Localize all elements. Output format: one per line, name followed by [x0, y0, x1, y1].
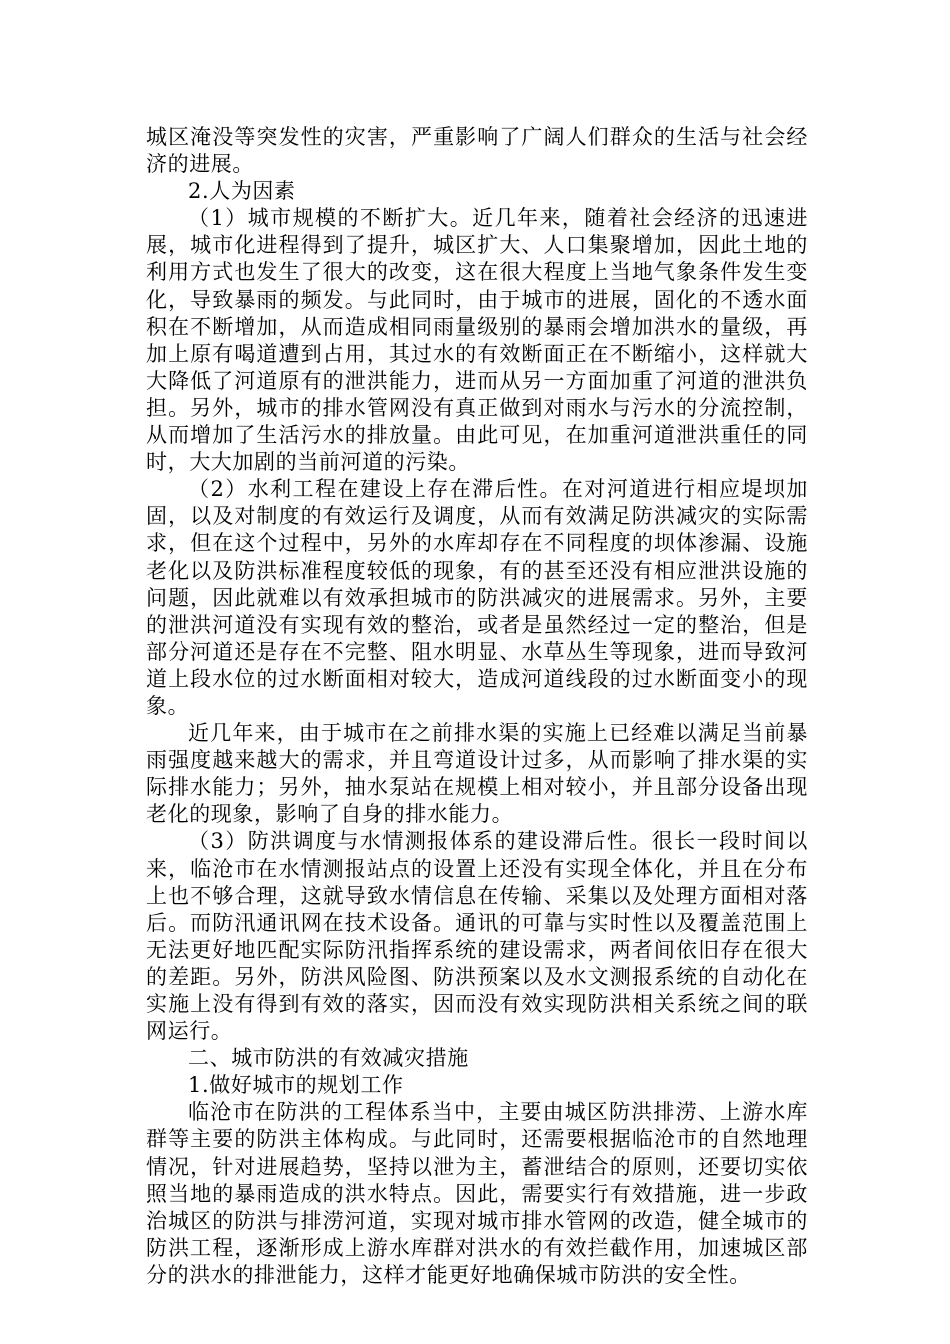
paragraph-drainage: 近几年来，由于城市在之前排水渠的实施上已经难以满足当前暴雨强度越来越大的需求，并且弯道设计过多，从而影响了排水渠的实际排水能力；另外，抽水泵站在规模上相对较小，并且部分设备出现老化的现象，影响了自身的排水能力。 — [146, 721, 808, 827]
section-heading-planning: 1.做好城市的规划工作 — [188, 1073, 404, 1098]
paragraph-flood-dispatch: （3）防洪调度与水情测报体系的建设滞后性。很长一段时间以来，临沧市在水情测报站点的设置上还没有实现全体化，并且在分布上也不够合理，这就导致水情信息在传输、采集以及处理方面相对落后。而防汛通讯网在技术设备。通讯的可靠与实时性以及覆盖范围上无法更好地匹配实际防汛指挥系统的建设需求，两者间依旧存在很大的差距。另外，防洪风险图、防洪预案以及水文测报系统的自动化在实施上没有得到有效的落实，因而没有效实现防洪相关系统之间的联网运行。 — [146, 829, 808, 1044]
paragraph-continuation: 城区淹没等突发性的灾害，严重影响了广阔人们群众的生活与社会经济的进展。 — [146, 125, 808, 177]
document-page — [146, 124, 808, 1289]
paragraph-city-scale: （1）城市规模的不断扩大。近几年来，随着社会经济的迅速进展，城市化进程得到了提升，城区扩大、人口集聚增加，因此土地的利用方式也发生了很大的改变，这在很大程度上当地气象条件发生变化，导致暴雨的频发。与此同时，由于城市的进展，固化的不透水面积在不断增加，从而造成相同雨量级别的暴雨会增加洪水的量级，再加上原有喝道遭到占用，其过水的有效断面正在不断缩小，这样就大大降低了河道原有的泄洪能力，进而从另一方面加重了河道的泄洪负担。另外，城市的排水管网没有真正做到对雨水与污水的分流控制，从而增加了生活污水的排放量。由此可见，在加重河道泄洪重任的同时，大大加剧的当前河道的污染。 — [146, 206, 808, 475]
paragraph-planning: 临沧市在防洪的工程体系当中，主要由城区防洪排涝、上游水库群等主要的防洪主体构成。与此同时，还需要根据临沧市的自然地理情况，针对进展趋势，坚持以泄为主，蓄泄结合的原则，还要切实依照当地的暴雨造成的洪水特点。因此，需要实行有效措施，进一步政治城区的防洪与排涝河道，实现对城市排水管网的改造，健全城市的防洪工程，逐渐形成上游水库群对洪水的有效拦截作用，加速城区部分的洪水的排泄能力，这样才能更好地确保城市防洪的安全性。 — [146, 1100, 808, 1287]
section-heading-human-factors: 2.人为因素 — [188, 179, 296, 204]
paragraph-water-conservancy: （2）水利工程在建设上存在滞后性。在对河道进行相应堤坝加固，以及对制度的有效运行及调度，从而有效满足防洪减灾的实际需求，但在这个过程中，另外的水库却存在不同程度的坝体渗漏、设施老化以及防洪标准程度较低的现象，有的甚至还没有相应泄洪设施的问题，因此就难以有效承担城市的防洪减灾的进展需求。另外，主要的泄洪河道没有实现有效的整治，或者是虽然经过一定的整治，但是部分河道还是存在不完整、阻水明显、水草丛生等现象，进而导致河道上段水位的过水断面相对较大，造成河道线段的过水断面变小的现象。 — [146, 477, 808, 718]
section-heading-measures: 二、城市防洪的有效减灾措施 — [188, 1046, 469, 1071]
